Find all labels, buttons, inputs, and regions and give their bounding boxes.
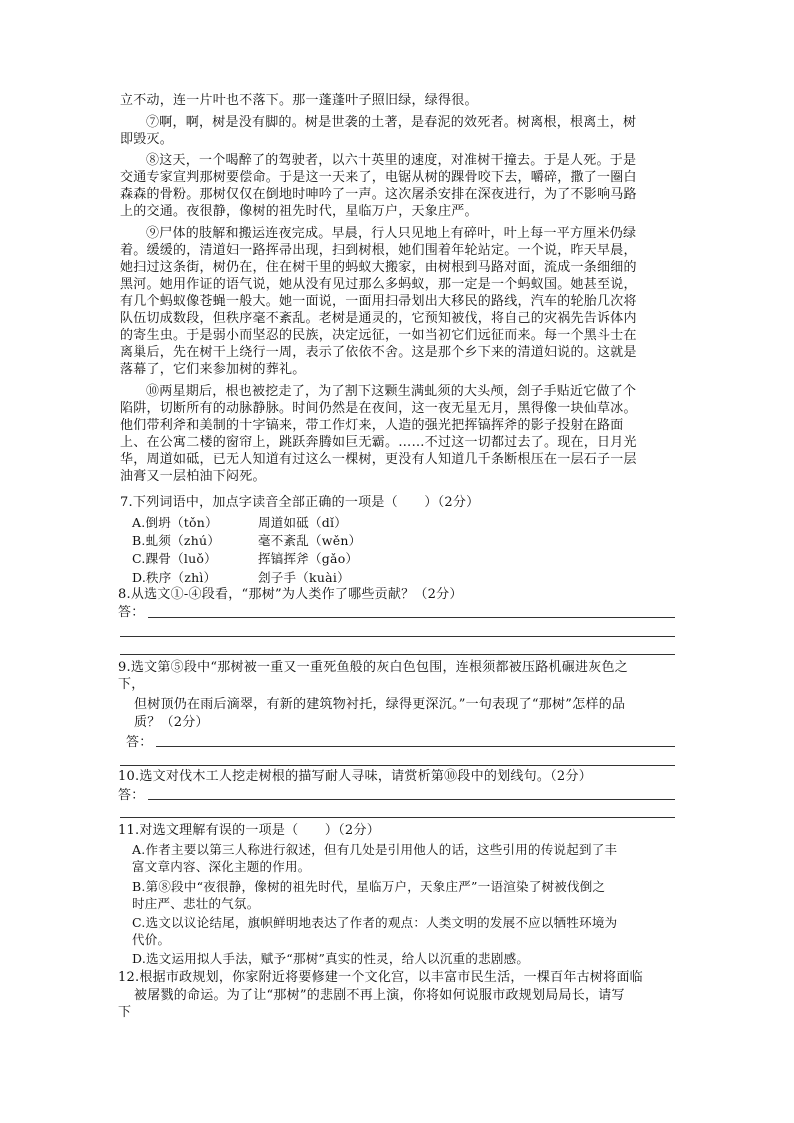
option-a-word1: A.倒坍（tǒn） <box>132 515 218 530</box>
question-stem: 10.选文对伐木工人挖走树根的描写耐人寻味，请赏析第⑩段中的划线句。（2分） <box>118 769 592 784</box>
passage-line: 陷阱，切断所有的动脉静脉。时间仍然是在夜间，这一夜无星无月，黑得像一块仙草冰。 <box>120 401 637 416</box>
option-c-word1: C.踝骨（luǒ） <box>132 551 217 566</box>
answer-line[interactable] <box>120 636 675 637</box>
passage-line: 有几个蚂蚁像苍蝇一般大。她一面说，一面用扫帚划出大移民的路线，汽车的轮胎几次将 <box>120 294 637 309</box>
option-b-cont: 时庄严、悲壮的气氛。 <box>132 896 260 911</box>
option-b-word1: B.虬须（zhú） <box>132 533 221 548</box>
option-d-word2: 刽子手（kuài） <box>258 570 350 585</box>
option-a-word2: 周道如砥（dǐ） <box>258 515 347 530</box>
question-stem: 质？（2分） <box>134 715 209 730</box>
passage-line: 华，周道如砥，已无人知道有过这么一棵树，更没有人知道几千条断根压在一层石子一层 <box>120 452 637 467</box>
passage-line: 落幕了，它们来参加树的葬礼。 <box>120 362 306 377</box>
passage-line: 上的交通。夜很静，像树的祖先时代，星临万户，天象庄严。 <box>120 204 478 219</box>
question-stem: 下， <box>118 677 145 692</box>
passage-line: 油膏又一层柏油下闷死。 <box>120 469 266 484</box>
option-d-word1: D.秩序（zhì） <box>132 570 217 585</box>
option-b: B.第⑧段中“夜很静，像树的祖先时代，星临万户，天象庄严”一语渲染了树被伐倒之 <box>132 879 606 894</box>
question-stem: 7.下列词语中，加点字读音全部正确的一项是（ ）（2分） <box>120 495 480 510</box>
passage-line: 他们带利斧和美制的十字镐来，带工作灯来，人造的强光把挥镐挥斧的影子投射在路面 <box>120 418 624 433</box>
passage-line: 她扫过这条街，树仍在，住在树干里的蚂蚁大搬家，由树根到马路对面，流成一条细细的 <box>120 260 637 275</box>
question-stem: 9.选文第⑤段中“那树被一重又一重死鱼般的灰白色包围，连根须都被压路机碾进灰色之 <box>118 660 629 675</box>
question-stem: 11.对选文理解有误的一项是（ ）（2分） <box>118 823 380 838</box>
passage-line: 交通专家宣判那树要偿命。于是这一天来了，电锯从树的踝骨咬下去，嚼碎，撒了一圈白 <box>120 170 637 185</box>
passage-line: 森森的骨粉。那树仅仅在倒地时呻吟了一声。这次屠杀安排在深夜进行，为了不影响马路 <box>120 187 637 202</box>
question-stem: 被屠戮的命运。为了让“那树”的悲剧不再上演，你将如何说服市政规划局局长，请写 <box>134 988 625 1003</box>
question-stem: 但树顶仍在雨后滴翠，有新的建筑物衬托，绿得更深沉。”一句表现了“那树”怎样的品 <box>134 697 626 712</box>
passage-line: 着。缓缓的，清道妇一路挥帚出现，扫到树根，她们围着年轮站定。一个说，昨天早晨， <box>120 243 637 258</box>
passage-line: 即毁灭。 <box>120 132 174 147</box>
question-stem: 8.从选文①-④段看，“那树”为人类作了哪些贡献？（2分） <box>118 587 463 602</box>
option-b-word2: 毫不紊乱（wěn） <box>258 533 362 548</box>
passage-line: 立不动，连一片叶也不落下。那一蓬蓬叶子照旧绿，绿得很。 <box>120 93 478 108</box>
answer-line[interactable] <box>120 765 675 766</box>
passage-line: 黑河。她用作证的语气说，她从没有见过那么多蚂蚁，那一定是一个蚂蚁国。她甚至说， <box>120 277 637 292</box>
answer-line[interactable] <box>120 654 675 655</box>
answer-line[interactable] <box>148 617 675 618</box>
answer-line[interactable] <box>156 746 675 747</box>
answer-line[interactable] <box>120 817 675 818</box>
question-stem: 12.根据市政规划，你家附近将要修建一个文化宫，以丰富市民生活，一棵百年古树将面临 <box>118 970 643 985</box>
option-c-word2: 挥镐挥斧（gǎo） <box>258 551 359 566</box>
passage-line: 上、在公寓二楼的窗帘上，跳跃奔腾如巨无霸。……不过这一切都过去了。现在，日月光 <box>120 435 637 450</box>
option-c-cont: 代价。 <box>132 932 171 947</box>
passage-line: ⑦啊，啊，树是没有脚的。树是世袭的土著，是春泥的效死者。树离根，根离土，树 <box>146 115 637 130</box>
passage-line: 离巢后，先在树干上绕行一周，表示了依依不舍。这是那个乡下来的清道妇说的。这就是 <box>120 345 637 360</box>
option-c: C.选文以议论结尾，旗帜鲜明地表达了作者的观点：人类文明的发展不应以牺牲环境为 <box>132 915 618 930</box>
option-d: D.选文运用拟人手法，赋予“那树”真实的性灵，给人以沉重的悲剧感。 <box>132 951 530 966</box>
passage-line: ⑨尸体的肢解和搬运连夜完成。早晨，行人只见地上有碎叶，叶上每一平方厘米仍绿 <box>146 226 637 241</box>
passage-line: ⑩两星期后，根也被挖走了，为了割下这颗生满虬须的大头颅，刽子手贴近它做了个 <box>146 384 637 399</box>
answer-line[interactable] <box>148 799 675 800</box>
option-a: A.作者主要以第三人称进行叙述，但有几处是引用他人的话，这些引用的传说起到了丰 <box>132 842 618 857</box>
passage-line: 的寄生虫。于是弱小而坚忍的民族，决定远征，一如当初它们远征而来。每一个黑斗士在 <box>120 328 637 343</box>
answer-label: 答： <box>126 735 153 750</box>
question-stem: 下 <box>118 1005 132 1020</box>
answer-label: 答： <box>118 788 145 803</box>
passage-line: 队伍切成数段，但秩序毫不紊乱。老树是通灵的，它预知被伐，将自己的灾祸先告诉体内 <box>120 311 637 326</box>
passage-line: ⑧这天，一个喝醉了的驾驶者，以六十英里的速度，对准树干撞去。于是人死。于是 <box>146 153 637 168</box>
answer-label: 答： <box>118 605 145 620</box>
option-a-cont: 富文章内容、深化主题的作用。 <box>132 859 311 874</box>
